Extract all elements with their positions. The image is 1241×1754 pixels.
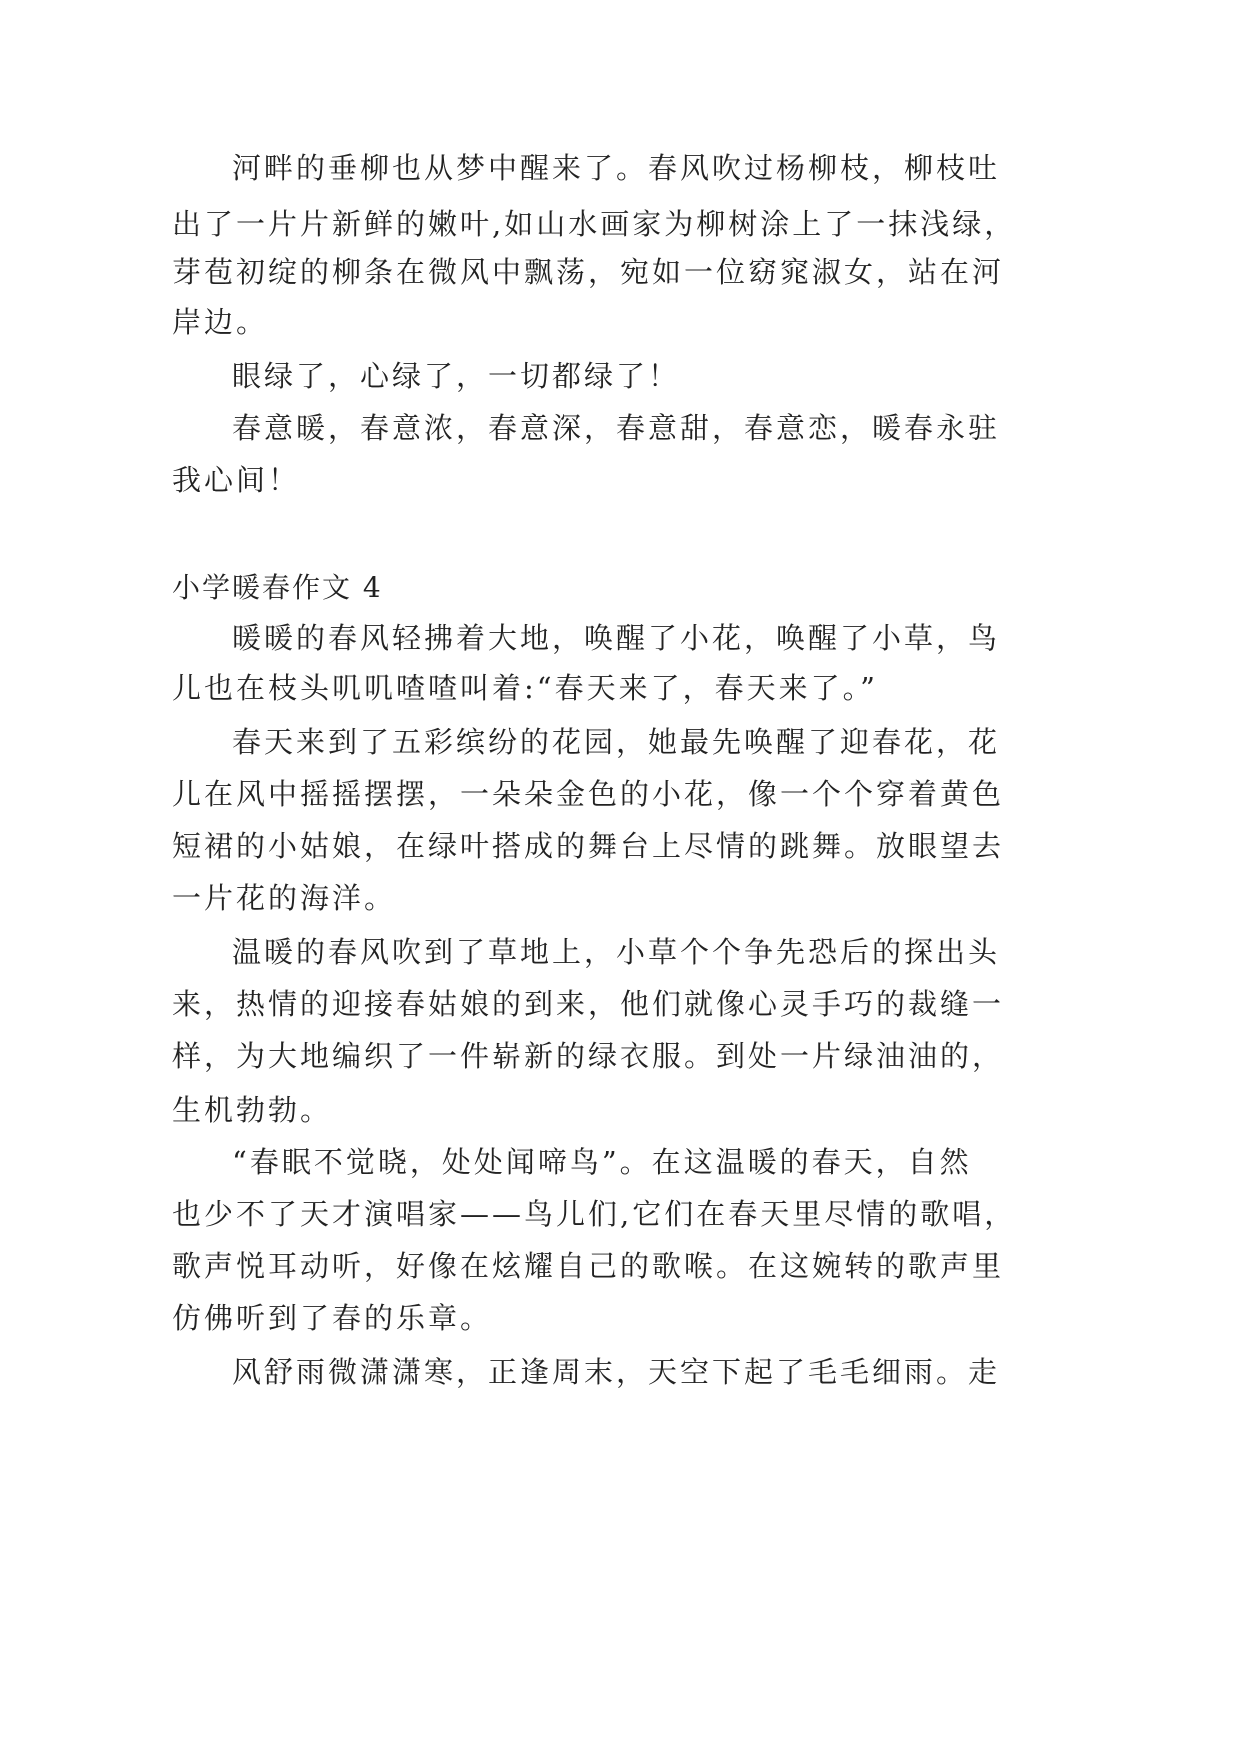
text-line: 出了一片片新鲜的嫩叶,如山水画家为柳树涂上了一抹浅绿， [172,207,1017,241]
text-line: 短裙的小姑娘，在绿叶搭成的舞台上尽情的跳舞。放眼望去 [172,829,1005,863]
text-line: “春眠不觉晓，处处闻啼鸟”。在这温暖的春天，自然 [232,1145,972,1179]
text-line: 暖暖的春风轻拂着大地，唤醒了小花，唤醒了小草，鸟 [232,621,1001,655]
text-line: 儿在风中摇摇摆摆，一朵朵金色的小花，像一个个穿着黄色 [172,777,1005,811]
text-line: 眼绿了，心绿了，一切都绿了！ [232,359,681,393]
text-line: 温暖的春风吹到了草地上，小草个个争先恐后的探出头 [232,935,1001,969]
text-line: 芽苞初绽的柳条在微风中飘荡，宛如一位窈窕淑女，站在河 [172,255,1005,289]
text-line: 歌声悦耳动听，好像在炫耀自己的歌喉。在这婉转的歌声里 [172,1249,1005,1283]
text-line: 春天来到了五彩缤纷的花园，她最先唤醒了迎春花，花 [232,725,1001,759]
text-line: 岸边。 [172,305,269,339]
section-title: 小学暖春作文 4 [172,571,383,604]
text-line: 仿佛听到了春的乐章。 [172,1301,493,1335]
text-line: 一片花的海洋。 [172,881,397,915]
text-line: 来，热情的迎接春姑娘的到来，他们就像心灵手巧的裁缝一 [172,987,1005,1021]
text-line: 河畔的垂柳也从梦中醒来了。春风吹过杨柳枝，柳枝吐 [232,151,1001,185]
text-line: 样，为大地编织了一件崭新的绿衣服。到处一片绿油油的， [172,1039,1005,1073]
text-line: 生机勃勃。 [172,1093,333,1127]
text-line: 风舒雨微潇潇寒，正逢周末，天空下起了毛毛细雨。走 [232,1355,1001,1389]
text-line: 我心间！ [172,463,301,497]
text-line: 儿也在枝头叽叽喳喳叫着:“春天来了，春天来了。” [172,671,878,705]
text-line: 春意暖，春意浓，春意深，春意甜，春意恋，暖春永驻 [232,411,1001,445]
text-line: 也少不了天才演唱家——鸟儿们,它们在春天里尽情的歌唱， [172,1197,1017,1231]
